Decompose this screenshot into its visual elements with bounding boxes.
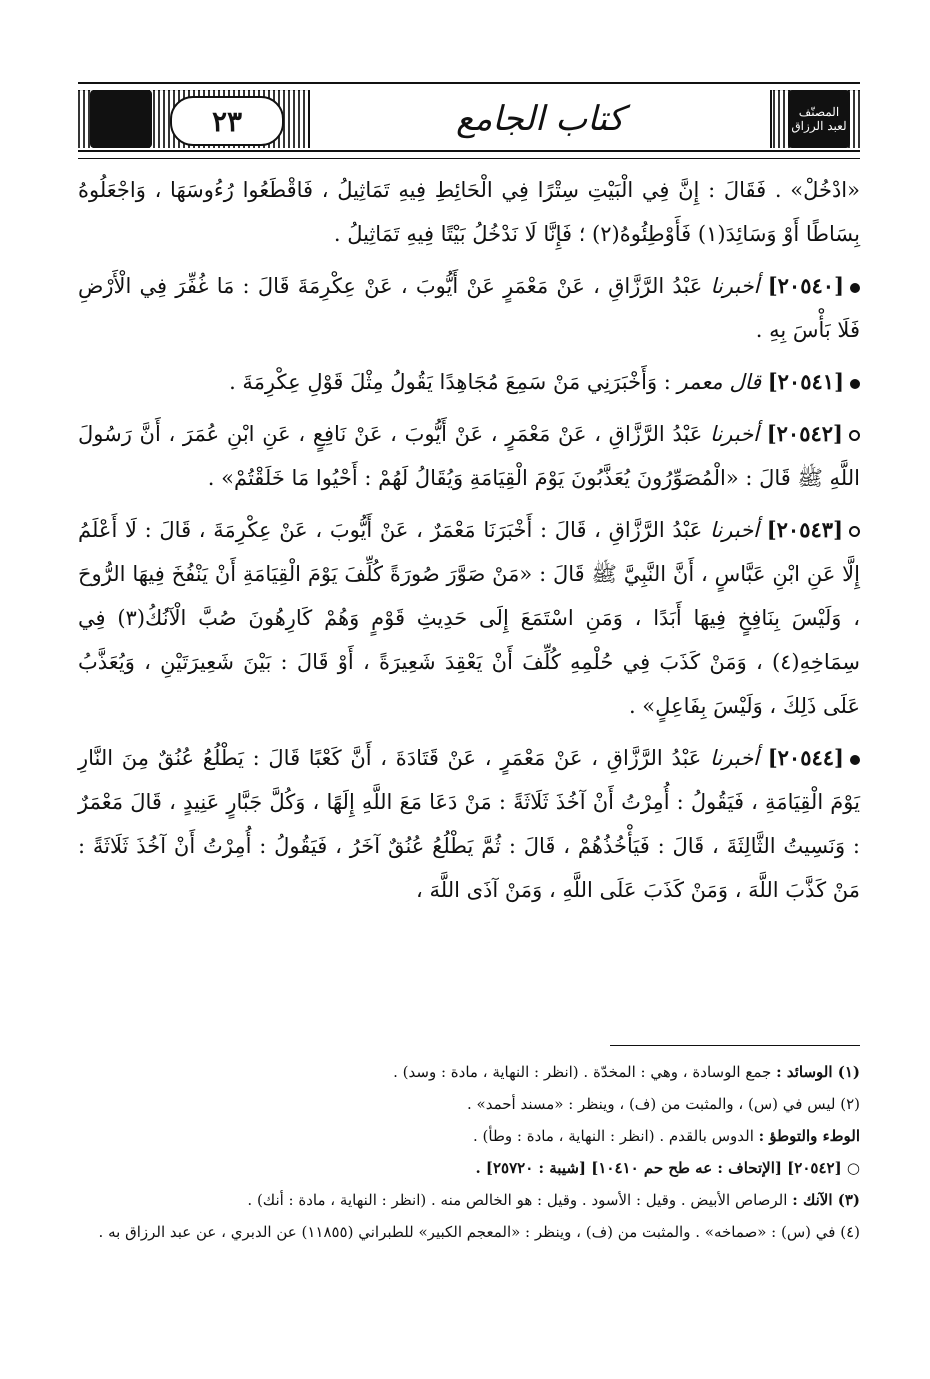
bullet-hollow-icon	[849, 430, 860, 441]
narration-term: أخبرنا	[710, 274, 760, 298]
narration-term: قال معمر	[677, 370, 762, 394]
footnotes	[78, 1058, 860, 1250]
footnote-separator	[610, 1045, 860, 1046]
hadith-entry	[78, 412, 860, 500]
book-seal-logo	[788, 90, 850, 148]
footnote-text: ○ [٢٠٥٤٢] [الإتحاف : عه طح حم ١٠٤١٠] [شيبة : ٢٥٧٢٠] .	[475, 1159, 860, 1177]
footnote-text: الدوس بالقدم . (انظر : النهاية ، مادة : وطأ) .	[472, 1127, 754, 1145]
paragraph-text: «ادْخُلْ» . فَقَالَ : إِنَّ فِي الْبَيْتِ سِتْرًا فِي الْحَائِطِ فِيهِ تَمَاثِيلُ ، فَاقْطَعُوا رُءُوسَهَا ، وَاجْعَلُوهُ بِسَاطًا أَوْ وَسَائِدَ(١) فَأَوْطِئُوهُ(٢) ؛ فَإِنَّا لَا نَدْخُلُ بَيْتًا فِيهِ تَمَاثِيلُ .	[78, 178, 860, 246]
page-title: كتاب الجامع	[308, 90, 772, 148]
bullet-solid-icon	[850, 755, 860, 765]
page-seal-left	[90, 90, 152, 148]
page-header	[78, 82, 860, 160]
hadith-text: عَبْدُ الرَّزَّاقِ ، عَنْ مَعْمَرٍ ، عَنْ أَيُّوبَ ، عَنْ نَافِعٍ ، عَنِ ابْنِ عُمَرَ ، أَنَّ رَسُولَ اللَّهِ ﷺ قَالَ : «الْمُصَوِّرُونَ يُعَذَّبُونَ يَوْمَ الْقِيَامَةِ وَيُقَالُ لَهُمْ : أَحْيُوا مَا خَلَقْتُمْ» .	[78, 422, 860, 490]
hadith-text: : وَأَخْبَرَنِي مَنْ سَمِعَ مُجَاهِدًا يَقُولُ مِثْلَ قَوْلِ عِكْرِمَةَ .	[229, 370, 671, 394]
hadith-text: عَبْدُ الرَّزَّاقِ ، عَنْ مَعْمَرٍ عَنْ أَيُّوبَ ، عَنْ عِكْرِمَةَ قَالَ : مَا غُفِّرَ فِي الْأَرْضِ فَلَا بَأْسَ بِهِ .	[78, 274, 860, 342]
footnote	[78, 1058, 860, 1086]
footnote-text: الرصاص الأبيض . وقيل : الأسود . وقيل : هو الخالص منه . (انظر : النهاية ، مادة : أنك) .	[247, 1191, 788, 1209]
hadith-number: [٢٠٥٤٢]	[766, 421, 843, 446]
narration-term: أخبرنا	[710, 518, 760, 542]
hadith-number: [٢٠٥٤٤]	[767, 745, 844, 770]
paragraph	[78, 168, 860, 256]
hadith-number: [٢٠٥٤٣]	[766, 517, 843, 542]
hadith-entry	[78, 264, 860, 352]
footnote	[78, 1154, 860, 1182]
hadith-text: عَبْدُ الرَّزَّاقِ ، عَنْ مَعْمَرٍ ، عَنْ قَتَادَةَ ، أَنَّ كَعْبًا قَالَ : يَطْلُعُ عُنُقٌ مِنَ النَّارِ يَوْمَ الْقِيَامَةِ ، فَيَقُولُ : أُمِرْتُ أَنْ آخُذَ ثَلَاثَةً : مَنْ دَعَا مَعَ اللَّهِ إِلَهًا ، وَكُلَّ جَبَّارٍ عَنِيدٍ ، قَالَ مَعْمَرٌ : وَنَسِيتُ الثَّالِثَةَ ، قَالَ : فَيَأْخُذُهُمْ ، قَالَ : ثُمَّ يَطْلُعُ عُنُقٌ آخَرُ ، فَيَقُولُ : أُمِرْتُ أَنْ آخُذَ ثَلَاثَةً : مَنْ كَذَّبَ اللَّهَ ، وَمَنْ كَذَبَ عَلَى اللَّهِ ، وَمَنْ آذَى اللَّهَ ،	[78, 746, 860, 902]
narration-term: أخبرنا	[710, 746, 760, 770]
bullet-solid-icon	[850, 379, 860, 389]
seal-text: المصنّف لعبد الرزاق	[791, 105, 847, 133]
bullet-solid-icon	[850, 283, 860, 293]
hadith-entry	[78, 508, 860, 728]
footnote-lead: (٣) الآنك :	[792, 1191, 860, 1209]
footnote	[78, 1090, 860, 1118]
footnote	[78, 1122, 860, 1150]
hadith-number: [٢٠٥٤١]	[767, 369, 844, 394]
footnote-lead: الوطء والتوطؤ :	[758, 1127, 860, 1145]
header-rule-bottom	[78, 150, 860, 159]
footnote-text: (٤) في (س) : «صماخه» . والمثبت من (ف) ، وينظر : «المعجم الكبير» للطبراني (١١٨٥٥) عن الدبري ، عن عبد الرزاق به .	[98, 1223, 860, 1241]
footnote-text: جمع الوسادة ، وهي : المخدّة . (انظر : النهاية ، مادة : وسد) .	[393, 1063, 772, 1081]
hadith-entry	[78, 360, 860, 404]
hadith-number: [٢٠٥٤٠]	[767, 273, 844, 298]
footnote-text: (٢) ليس في (س) ، والمثبت من (ف) ، وينظر : «مسند أحمد» .	[467, 1095, 860, 1113]
narration-term: أخبرنا	[710, 422, 760, 446]
bullet-hollow-icon	[849, 526, 860, 537]
hadith-text: عَبْدُ الرَّزَّاقِ ، قَالَ : أَخْبَرَنَا مَعْمَرٌ ، عَنْ أَيُّوبَ ، عَنْ عِكْرِمَةَ ، قَالَ : لَا أَعْلَمُ إِلَّا عَنِ ابْنِ عَبَّاسٍ ، أَنَّ النَّبِيَّ ﷺ قَالَ : «مَنْ صَوَّرَ صُورَةً كُلِّفَ يَوْمَ الْقِيَامَةِ أَنْ يَنْفُخَ فِيهَا الرُّوحَ ، وَلَيْسَ بِنَافِخٍ فِيهَا أَبَدًا ، وَمَنِ اسْتَمَعَ إِلَى حَدِيثِ قَوْمٍ وَهُمْ كَارِهُونَ صُبَّ الْآنُكُ(٣) فِي سِمَاخِهِ(٤) ، وَمَنْ كَذَبَ فِي حُلْمِهِ كُلِّفَ أَنْ يَعْقِدَ شَعِيرَةً ، أَوْ قَالَ : بَيْنَ شَعِيرَتَيْنِ ، وَيُعَذَّبُ عَلَى ذَلِكَ ، وَلَيْسَ بِفَاعِلٍ» .	[78, 518, 861, 718]
footnote	[78, 1186, 860, 1214]
main-text	[78, 168, 860, 920]
footnote	[78, 1218, 860, 1246]
page-number: ٢٣	[170, 96, 284, 146]
footnote-lead: (١) الوسائد :	[776, 1063, 860, 1081]
hadith-entry	[78, 736, 860, 912]
